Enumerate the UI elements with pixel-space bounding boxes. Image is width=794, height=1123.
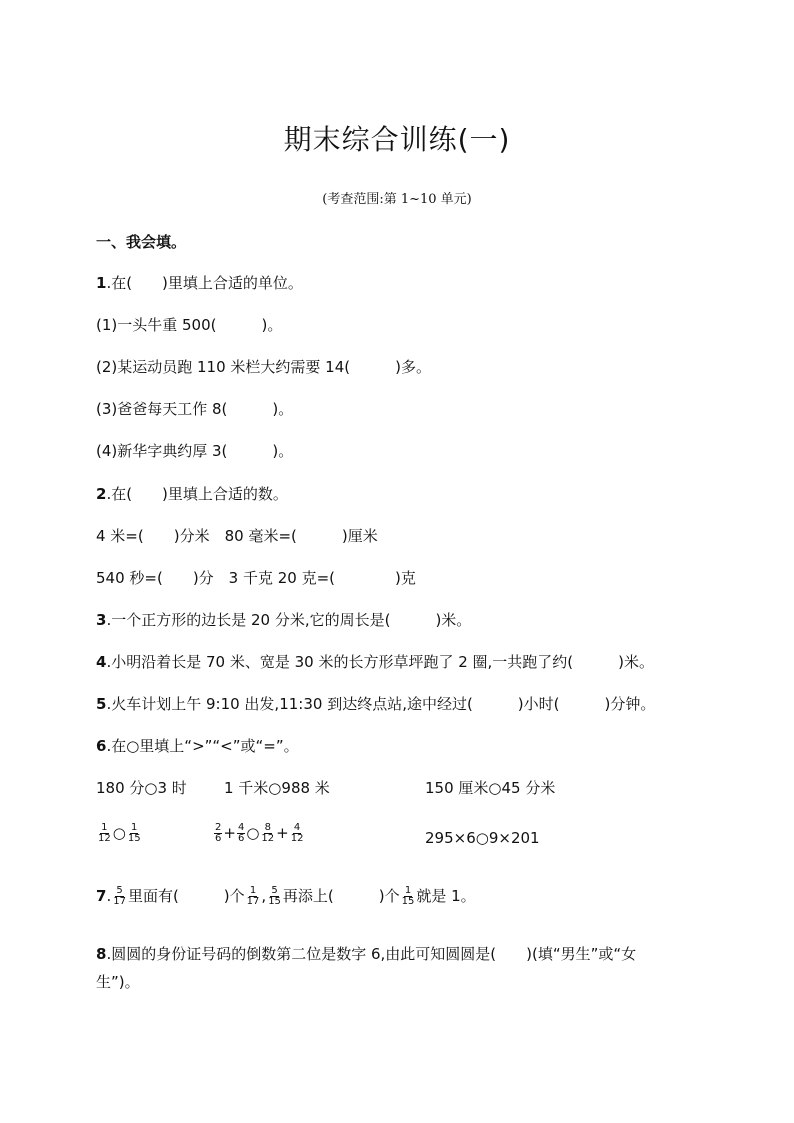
question-1 xyxy=(96,272,303,293)
fraction: $\frac{5}{17}$ xyxy=(113,885,126,907)
fraction: $\frac{5}{15}$ xyxy=(268,885,281,907)
compare-fraction-b: $\frac{2}{6}$ + $\frac{4}{6}$ ○ $\frac{8}{12}$ + $\frac{4}{12}$ xyxy=(215,822,304,844)
fraction: $\frac{2}{6}$ xyxy=(215,822,222,844)
question-8-continued: 生”)。 xyxy=(96,973,140,991)
question-text: .圆圆的身份证号码的倒数第二位是数字 6,由此可知圆圆是( )(填“男生”或“女 xyxy=(106,945,637,963)
question-number: 8 xyxy=(96,945,107,963)
question-text: .一个正方形的边长是 20 分米,它的周长是( )米。 xyxy=(106,611,472,629)
question-number: 7 xyxy=(96,887,107,905)
question-text: .在○里填上“>”“<”或“=”。 xyxy=(106,737,299,755)
question-text: .在( )里填上合适的数。 xyxy=(106,485,288,503)
page-title: 期末综合训练(一) xyxy=(283,123,511,156)
question-2 xyxy=(96,483,288,504)
compare-item-3: 150 厘米○45 分米 xyxy=(425,779,556,797)
fraction: $\frac{8}{12}$ xyxy=(261,822,275,844)
question-number: 5 xyxy=(96,695,107,713)
question-number: 6 xyxy=(96,737,107,755)
question-8 xyxy=(96,943,636,964)
fraction: $\frac{1}{15}$ xyxy=(401,885,415,907)
question-7: 7. $\frac{5}{17}$ 里面有( )个 $\frac{1}{17}$ , $\frac{5}{15}$ 再添上( )个 $\frac{1}{15}$ 就是 1。 xyxy=(96,885,476,907)
question-3 xyxy=(96,609,471,630)
question-number: 2 xyxy=(96,485,107,503)
page-subtitle: (考查范围:第 1~10 单元) xyxy=(322,192,472,207)
compare-item-6: 295×6○9×201 xyxy=(425,829,540,847)
question-1-item-3: (3)爸爸每天工作 8( )。 xyxy=(96,400,294,418)
question-2-line-1: 4 米=( )分米 80 毫米=( )厘米 xyxy=(96,527,378,545)
question-6 xyxy=(96,735,299,756)
fraction: $\frac{1}{17}$ xyxy=(246,885,260,907)
compare-item-1: 180 分○3 时 xyxy=(96,779,187,797)
fraction: $\frac{1}{12}$ xyxy=(98,822,111,844)
section-heading-1: 一、我会填。 xyxy=(96,233,187,251)
question-number: 4 xyxy=(96,653,107,671)
question-2-line-2: 540 秒=( )分 3 千克 20 克=( )克 xyxy=(96,569,416,587)
question-text: .在( )里填上合适的单位。 xyxy=(106,274,303,292)
question-4 xyxy=(96,651,654,672)
compare-fraction-a: $\frac{1}{12}$ ○ $\frac{1}{15}$ xyxy=(98,822,141,844)
fraction: $\frac{4}{12}$ xyxy=(290,822,304,844)
question-text: .小明沿着长是 70 米、宽是 30 米的长方形草坪跑了 2 圈,一共跑了约( )米。 xyxy=(106,653,655,671)
question-5 xyxy=(96,693,655,714)
question-1-item-2: (2)某运动员跑 110 米栏大约需要 14( )多。 xyxy=(96,358,431,376)
fraction: $\frac{4}{6}$ xyxy=(237,822,245,844)
compare-item-2: 1 千米○988 米 xyxy=(224,779,330,797)
question-number: 1 xyxy=(96,274,107,292)
question-number: 3 xyxy=(96,611,107,629)
question-text: .火车计划上午 9:10 出发,11:30 到达终点站,途中经过( )小时( )分钟。 xyxy=(106,695,656,713)
fraction: $\frac{1}{15}$ xyxy=(127,822,141,844)
question-1-item-4: (4)新华字典约厚 3( )。 xyxy=(96,442,294,460)
question-1-item-1: (1)一头牛重 500( )。 xyxy=(96,316,283,334)
